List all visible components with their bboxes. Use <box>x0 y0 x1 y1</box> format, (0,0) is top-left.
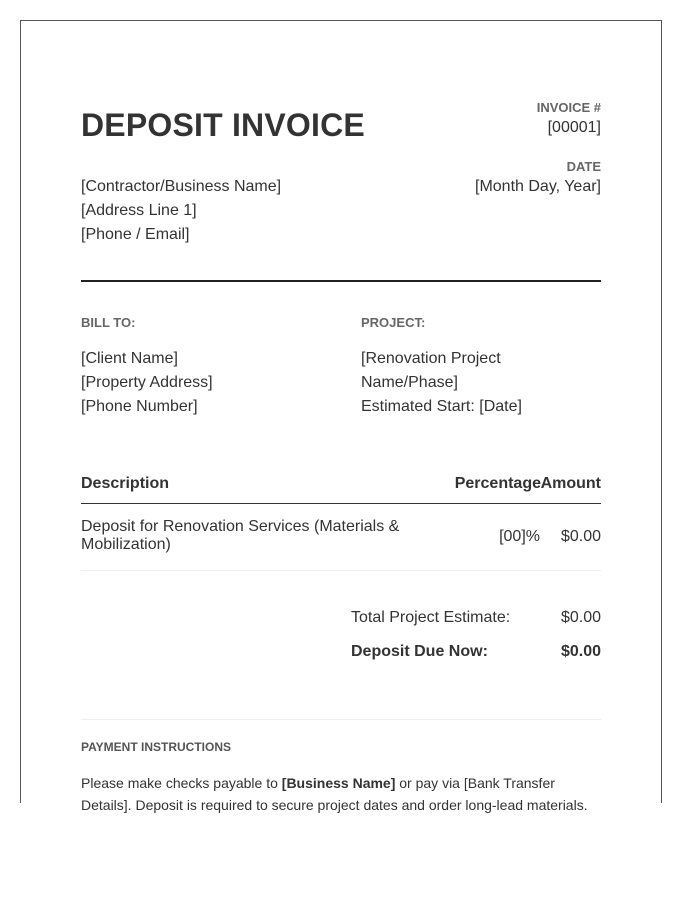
payment-instructions-text <box>81 772 601 816</box>
contractor-contact: [Phone / Email] <box>81 226 190 243</box>
payment-instructions-label: PAYMENT INSTRUCTIONS <box>81 740 232 754</box>
invoice-number-label: INVOICE # <box>536 100 601 115</box>
deposit-due-value: $0.00 <box>560 643 601 660</box>
contractor-info <box>81 175 281 247</box>
client-name: [Client Name] <box>81 350 178 367</box>
payment-text-before: Please make checks payable to <box>81 775 282 791</box>
table-row-divider <box>81 570 601 571</box>
bill-to-info <box>81 347 213 419</box>
percentage-header: Percentage <box>454 475 541 492</box>
project-name-line-1: [Renovation Project <box>361 350 501 367</box>
project-name-line-2: Name/Phase] <box>361 374 458 391</box>
project-label: PROJECT: <box>361 315 426 330</box>
total-project-estimate-value: $0.00 <box>560 609 601 626</box>
contractor-address: [Address Line 1] <box>81 202 197 219</box>
table-row-description: Deposit for Renovation Services (Materials & Mobilization) <box>81 518 400 553</box>
payment-divider <box>81 719 601 720</box>
property-address: [Property Address] <box>81 374 213 391</box>
invoice-title: DEPOSIT INVOICE <box>81 107 365 143</box>
payment-text-after: or pay via [Bank Transfer Details]. Deposit is required to secure project dates and order long-lead materials. <box>81 775 588 813</box>
contractor-name: [Contractor/Business Name] <box>81 178 282 195</box>
description-header: Description <box>81 475 170 492</box>
header-divider <box>81 280 601 282</box>
bill-to-label: BILL TO: <box>81 315 136 330</box>
date-label: DATE <box>566 159 601 174</box>
table-row-amount: $0.00 <box>560 528 601 545</box>
phone-number: [Phone Number] <box>81 398 198 415</box>
deposit-due-label: Deposit Due Now: <box>351 643 488 660</box>
payment-business-name: [Business Name] <box>281 775 396 791</box>
table-row-percentage: [00]% <box>499 528 540 545</box>
invoice-number-value: [00001] <box>547 119 601 136</box>
date-value: [Month Day, Year] <box>475 178 601 195</box>
total-project-estimate-label: Total Project Estimate: <box>351 609 511 626</box>
invoice-page <box>20 20 662 813</box>
project-info <box>361 347 522 419</box>
estimated-start: Estimated Start: [Date] <box>361 398 522 415</box>
amount-header: Amount <box>540 475 601 492</box>
table-header-divider <box>81 503 601 504</box>
